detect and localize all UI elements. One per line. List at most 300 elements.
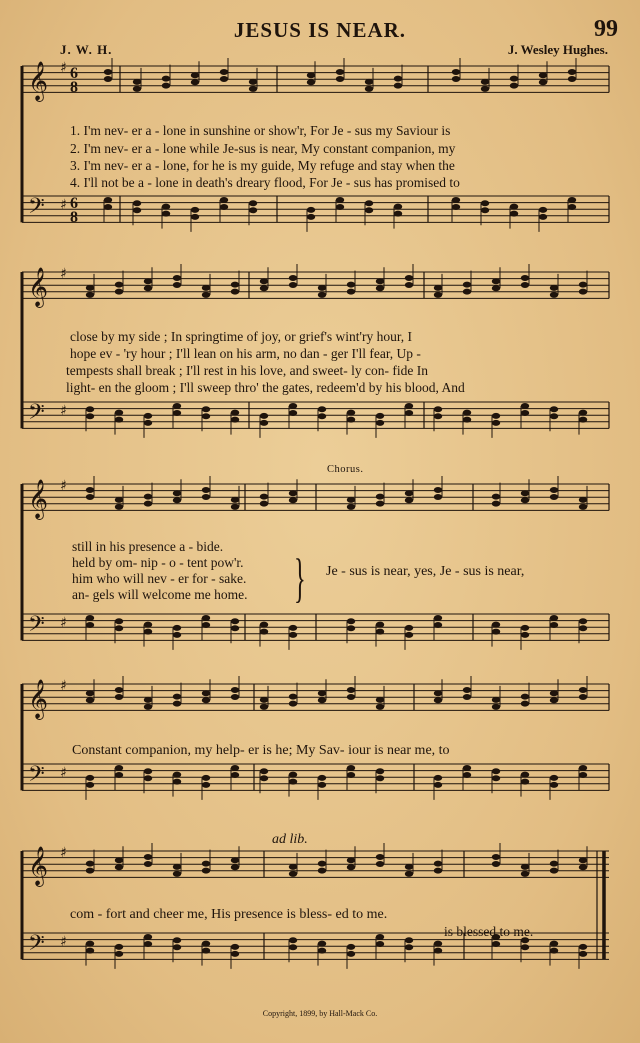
notehead xyxy=(173,490,181,496)
notehead xyxy=(347,772,355,778)
notehead xyxy=(115,289,123,295)
key-signature-sharp: ♯ xyxy=(60,403,67,419)
notehead xyxy=(144,941,152,947)
notehead xyxy=(162,83,170,89)
notehead xyxy=(579,864,587,870)
notehead xyxy=(521,275,529,281)
notehead xyxy=(260,629,268,635)
notehead xyxy=(492,285,500,291)
notehead xyxy=(191,207,199,213)
notehead xyxy=(220,76,228,82)
notehead xyxy=(144,768,152,774)
notehead xyxy=(434,622,442,628)
notehead xyxy=(492,861,500,867)
notehead xyxy=(133,86,141,92)
notehead xyxy=(347,289,355,295)
notehead xyxy=(289,282,297,288)
notehead xyxy=(550,406,558,412)
notehead xyxy=(318,861,326,867)
notehead xyxy=(376,494,384,500)
notehead xyxy=(550,861,558,867)
notehead xyxy=(579,857,587,863)
verse-1-line-3: still in his presence a - bide. xyxy=(72,539,224,554)
bass-clef: 𝄢 xyxy=(28,612,45,642)
notehead xyxy=(568,197,576,203)
notehead xyxy=(579,951,587,957)
notehead xyxy=(289,701,297,707)
notehead xyxy=(434,775,442,781)
notehead xyxy=(434,615,442,621)
bass-clef: 𝄢 xyxy=(28,762,45,792)
notehead xyxy=(86,690,94,696)
notehead xyxy=(289,944,297,950)
notehead xyxy=(144,622,152,628)
notehead xyxy=(452,69,460,75)
notehead xyxy=(579,694,587,700)
notehead xyxy=(347,694,355,700)
notehead xyxy=(347,625,355,631)
notehead xyxy=(579,765,587,771)
notehead xyxy=(115,944,123,950)
notehead xyxy=(133,207,141,213)
notehead xyxy=(144,501,152,507)
notehead xyxy=(173,779,181,785)
notehead xyxy=(434,782,442,788)
notehead xyxy=(550,494,558,500)
key-signature-sharp: ♯ xyxy=(60,678,67,694)
notehead xyxy=(452,204,460,210)
notehead xyxy=(405,410,413,416)
notehead xyxy=(336,69,344,75)
notehead xyxy=(202,413,210,419)
notehead xyxy=(521,864,529,870)
notehead xyxy=(405,944,413,950)
notehead xyxy=(191,72,199,78)
notehead xyxy=(510,204,518,210)
notehead xyxy=(492,854,500,860)
notehead xyxy=(463,694,471,700)
notehead xyxy=(510,76,518,82)
notehead xyxy=(405,275,413,281)
notehead xyxy=(405,937,413,943)
notehead xyxy=(115,625,123,631)
notehead xyxy=(202,697,210,703)
notehead xyxy=(434,941,442,947)
notehead xyxy=(376,622,384,628)
bass-clef: 𝄢 xyxy=(28,931,45,961)
notehead xyxy=(550,948,558,954)
notehead xyxy=(550,622,558,628)
notehead xyxy=(579,282,587,288)
notehead xyxy=(289,694,297,700)
notehead xyxy=(550,292,558,298)
notehead xyxy=(347,864,355,870)
notehead xyxy=(202,868,210,874)
notehead xyxy=(173,864,181,870)
notehead xyxy=(173,937,181,943)
page-number: 99 xyxy=(594,16,618,42)
notehead xyxy=(202,292,210,298)
notehead xyxy=(376,934,384,940)
hymn-title: JESUS IS NEAR. xyxy=(233,18,407,42)
notehead xyxy=(376,285,384,291)
notehead xyxy=(115,857,123,863)
notehead xyxy=(307,214,315,220)
notehead xyxy=(394,211,402,217)
notehead xyxy=(144,697,152,703)
notehead xyxy=(289,779,297,785)
notehead xyxy=(115,618,123,624)
notehead xyxy=(173,625,181,631)
notehead xyxy=(318,782,326,788)
notehead xyxy=(289,871,297,877)
notehead xyxy=(260,420,268,426)
notehead xyxy=(481,200,489,206)
notehead xyxy=(550,487,558,493)
notehead xyxy=(434,413,442,419)
notehead xyxy=(579,289,587,295)
notehead xyxy=(115,410,123,416)
notehead xyxy=(173,701,181,707)
notehead xyxy=(579,687,587,693)
notehead xyxy=(144,413,152,419)
notehead xyxy=(86,941,94,947)
notehead xyxy=(521,282,529,288)
notehead xyxy=(231,625,239,631)
notehead xyxy=(231,944,239,950)
notehead xyxy=(220,204,228,210)
notehead xyxy=(231,864,239,870)
notehead xyxy=(231,282,239,288)
notehead xyxy=(220,69,228,75)
notehead xyxy=(260,494,268,500)
notehead xyxy=(539,72,547,78)
notehead xyxy=(115,282,123,288)
notehead xyxy=(260,768,268,774)
notehead xyxy=(521,490,529,496)
notehead xyxy=(318,292,326,298)
verse-1-line-2: close by my side ; In springtime of joy, or grief's wint'ry hour, I xyxy=(70,329,413,344)
verse-4-line-3: an- gels will welcome me home. xyxy=(72,587,248,602)
notehead xyxy=(144,494,152,500)
notehead xyxy=(376,775,384,781)
notehead xyxy=(318,868,326,874)
notehead xyxy=(521,632,529,638)
notehead xyxy=(521,772,529,778)
key-signature-sharp: ♯ xyxy=(60,934,67,950)
key-signature-sharp: ♯ xyxy=(60,197,67,213)
notehead xyxy=(434,868,442,874)
notehead xyxy=(347,857,355,863)
notehead xyxy=(510,83,518,89)
verse-3-line-3: him who will nev - er for - sake. xyxy=(72,571,247,586)
verse-2-line-3: held by om- nip - o - tent pow'r. xyxy=(72,555,244,570)
notehead xyxy=(463,289,471,295)
notehead xyxy=(434,494,442,500)
notehead xyxy=(202,690,210,696)
notehead xyxy=(144,934,152,940)
notehead xyxy=(289,864,297,870)
notehead xyxy=(510,211,518,217)
notehead xyxy=(144,861,152,867)
notehead xyxy=(434,948,442,954)
notehead xyxy=(521,403,529,409)
notehead xyxy=(347,417,355,423)
time-signature-bottom: 8 xyxy=(70,79,78,96)
treble-clef: 𝄞 xyxy=(28,267,49,307)
notehead xyxy=(376,413,384,419)
notehead xyxy=(376,629,384,635)
notehead xyxy=(202,494,210,500)
notehead xyxy=(231,410,239,416)
notehead xyxy=(144,278,152,284)
notehead xyxy=(231,857,239,863)
notehead xyxy=(405,864,413,870)
time-signature-top: 6 xyxy=(70,195,78,212)
notehead xyxy=(86,494,94,500)
notehead xyxy=(347,282,355,288)
notehead xyxy=(86,487,94,493)
notehead xyxy=(318,697,326,703)
chorus-line-2: Constant companion, my help- er is he; My Sav- iour is near me, to xyxy=(72,743,450,758)
notehead xyxy=(452,197,460,203)
notehead xyxy=(115,687,123,693)
notehead xyxy=(289,490,297,496)
notehead xyxy=(86,285,94,291)
notehead xyxy=(231,687,239,693)
notehead xyxy=(173,275,181,281)
chorus-line-1: Je - sus is near, yes, Je - sus is near, xyxy=(326,564,525,579)
composer-credit: J. Wesley Hughes. xyxy=(507,42,608,57)
verse-2-line-1: 2. I'm nev- er a - lone while Je-sus is near, My constant companion, my xyxy=(70,141,456,156)
notehead xyxy=(376,420,384,426)
notehead xyxy=(104,197,112,203)
chorus-label: Chorus. xyxy=(327,464,364,475)
notehead xyxy=(231,618,239,624)
notehead xyxy=(463,772,471,778)
notehead xyxy=(336,76,344,82)
notehead xyxy=(115,772,123,778)
notehead xyxy=(260,413,268,419)
time-signature-bottom: 8 xyxy=(70,209,78,226)
key-signature-sharp: ♯ xyxy=(60,615,67,631)
notehead xyxy=(162,211,170,217)
notehead xyxy=(86,292,94,298)
notehead xyxy=(220,197,228,203)
notehead xyxy=(394,204,402,210)
notehead xyxy=(173,772,181,778)
notehead xyxy=(434,406,442,412)
notehead xyxy=(347,765,355,771)
notehead xyxy=(521,625,529,631)
notehead xyxy=(231,289,239,295)
notehead xyxy=(347,951,355,957)
notehead xyxy=(568,69,576,75)
key-signature-sharp: ♯ xyxy=(60,765,67,781)
notehead xyxy=(550,690,558,696)
notehead xyxy=(202,615,210,621)
notehead xyxy=(173,871,181,877)
notehead xyxy=(434,697,442,703)
verse-brace: } xyxy=(294,548,306,608)
notehead xyxy=(463,282,471,288)
notehead xyxy=(231,694,239,700)
notehead xyxy=(376,501,384,507)
notehead xyxy=(550,615,558,621)
notehead xyxy=(365,200,373,206)
notehead xyxy=(289,632,297,638)
notehead xyxy=(86,861,94,867)
notehead xyxy=(492,501,500,507)
notehead xyxy=(115,417,123,423)
notehead xyxy=(376,704,384,710)
notehead xyxy=(86,782,94,788)
notehead xyxy=(191,214,199,220)
notehead xyxy=(550,285,558,291)
notehead xyxy=(550,775,558,781)
notehead xyxy=(434,690,442,696)
notehead xyxy=(115,497,123,503)
notehead xyxy=(521,701,529,707)
notehead xyxy=(365,207,373,213)
notehead xyxy=(463,687,471,693)
notehead xyxy=(550,782,558,788)
notehead xyxy=(405,497,413,503)
notehead xyxy=(86,697,94,703)
notehead xyxy=(260,704,268,710)
notehead xyxy=(568,76,576,82)
notehead xyxy=(318,941,326,947)
notehead xyxy=(434,861,442,867)
notehead xyxy=(405,871,413,877)
notehead xyxy=(260,278,268,284)
notehead xyxy=(202,487,210,493)
notehead xyxy=(521,694,529,700)
notehead xyxy=(289,937,297,943)
notehead xyxy=(249,79,257,85)
notehead xyxy=(144,704,152,710)
notehead xyxy=(376,854,384,860)
notehead xyxy=(318,775,326,781)
notehead xyxy=(133,79,141,85)
notehead xyxy=(231,497,239,503)
notehead xyxy=(481,207,489,213)
notehead xyxy=(521,410,529,416)
notehead xyxy=(144,285,152,291)
notehead xyxy=(289,403,297,409)
notehead xyxy=(115,694,123,700)
notehead xyxy=(231,765,239,771)
notehead xyxy=(492,768,500,774)
notehead xyxy=(144,775,152,781)
notehead xyxy=(405,403,413,409)
notehead xyxy=(86,413,94,419)
notehead xyxy=(347,618,355,624)
notehead xyxy=(260,501,268,507)
key-signature-sharp: ♯ xyxy=(60,266,67,282)
notehead xyxy=(579,772,587,778)
notehead xyxy=(521,497,529,503)
notehead xyxy=(318,690,326,696)
notehead xyxy=(289,410,297,416)
notehead xyxy=(162,204,170,210)
notehead xyxy=(289,275,297,281)
notehead xyxy=(318,948,326,954)
notehead xyxy=(86,775,94,781)
notehead xyxy=(115,951,123,957)
notehead xyxy=(579,497,587,503)
notehead xyxy=(202,622,210,628)
notehead xyxy=(550,941,558,947)
notehead xyxy=(347,497,355,503)
notehead xyxy=(260,697,268,703)
treble-clef: 𝄞 xyxy=(28,61,49,101)
notehead xyxy=(492,494,500,500)
notehead xyxy=(492,622,500,628)
notehead xyxy=(394,83,402,89)
notehead xyxy=(318,413,326,419)
notehead xyxy=(231,951,239,957)
notehead xyxy=(365,86,373,92)
notehead xyxy=(568,204,576,210)
notehead xyxy=(405,490,413,496)
ad-lib-marking: ad lib. xyxy=(272,832,308,847)
notehead xyxy=(463,417,471,423)
notehead xyxy=(173,403,181,409)
notehead xyxy=(347,687,355,693)
bass-clef: 𝄢 xyxy=(28,400,45,430)
notehead xyxy=(550,697,558,703)
verse-3-line-1: 3. I'm nev- er a - lone, for he is my guide, My refuge and stay when the xyxy=(70,158,455,173)
notehead xyxy=(86,948,94,954)
notehead xyxy=(289,772,297,778)
notehead xyxy=(173,410,181,416)
notehead xyxy=(550,413,558,419)
notehead xyxy=(376,278,384,284)
notehead xyxy=(202,941,210,947)
key-signature-sharp: ♯ xyxy=(60,478,67,494)
notehead xyxy=(550,868,558,874)
notehead xyxy=(231,504,239,510)
notehead xyxy=(492,278,500,284)
notehead xyxy=(452,76,460,82)
notehead xyxy=(405,632,413,638)
notehead xyxy=(405,625,413,631)
key-signature-sharp: ♯ xyxy=(60,60,67,76)
notehead xyxy=(492,413,500,419)
notehead xyxy=(104,76,112,82)
verse-1-line-1: 1. I'm nev- er a - lone in sunshine or show'r, For Je - sus my Saviour is xyxy=(70,123,451,138)
notehead xyxy=(86,615,94,621)
notehead xyxy=(336,204,344,210)
notehead xyxy=(579,618,587,624)
notehead xyxy=(376,768,384,774)
time-signature-top: 6 xyxy=(70,65,78,82)
notehead xyxy=(463,410,471,416)
notehead xyxy=(579,417,587,423)
notehead xyxy=(307,72,315,78)
notehead xyxy=(202,948,210,954)
notehead xyxy=(104,204,112,210)
notehead xyxy=(202,782,210,788)
notehead xyxy=(307,79,315,85)
notehead xyxy=(347,504,355,510)
chorus-line-3: com - fort and cheer me, His presence is bless- ed to me. xyxy=(70,907,388,922)
notehead xyxy=(231,772,239,778)
notehead xyxy=(133,200,141,206)
notehead xyxy=(481,79,489,85)
lyricist-credit: J. W. H. xyxy=(60,42,113,57)
